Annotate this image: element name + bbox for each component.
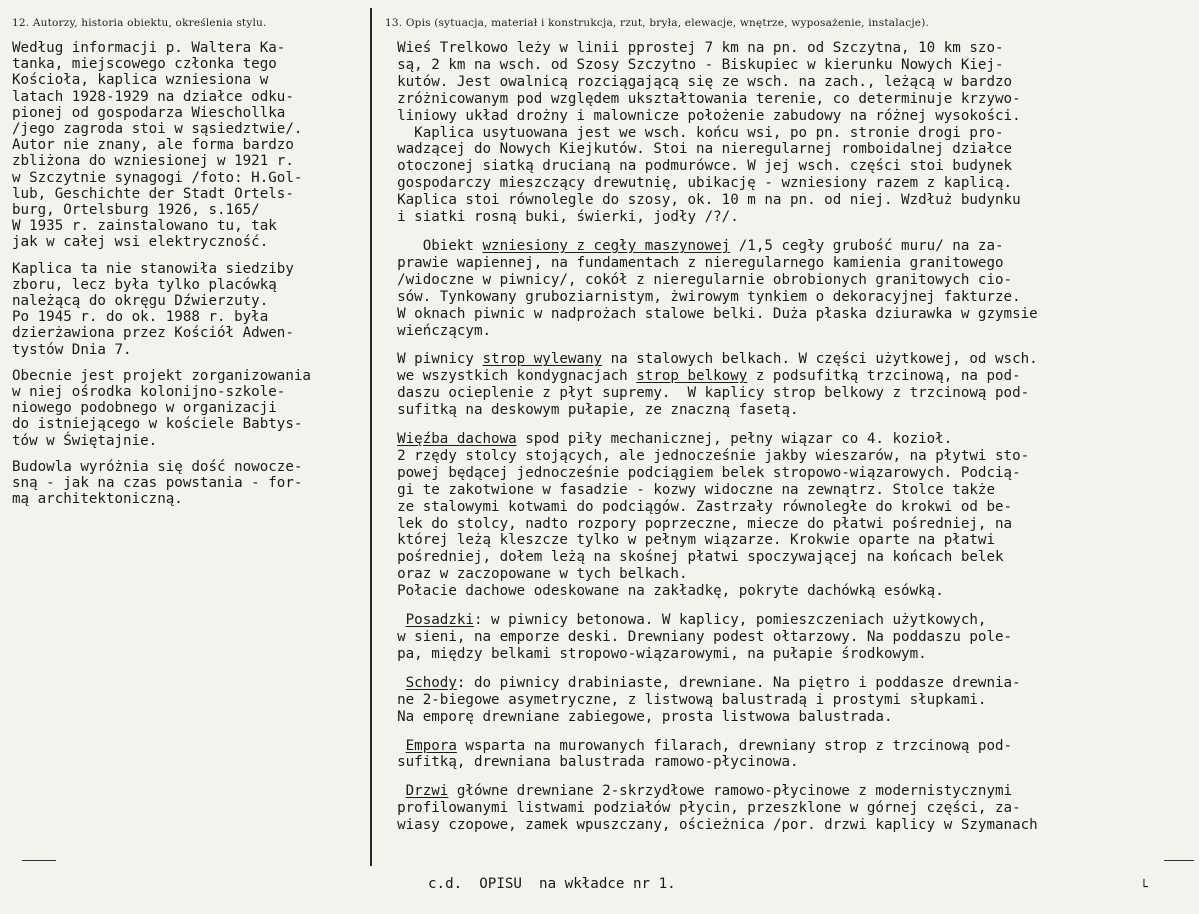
line-text: we wszystkich kondygnacjach [380,368,637,385]
line-text: kutów. Jest owalnicą rozciągającą się ze wsch. na zach., leżącą w bardzo [380,73,1013,90]
text-line [380,108,1195,125]
line-text: wsparta na murowanych filarach, drewniany strop z trzcinową pod- [456,737,1013,754]
line-text: sów. Tynkowany gruboziarnistym, żwirowym tynkiem o dekoracyjnej fakturze. [380,288,1021,305]
line-text [380,675,406,691]
text-line: w niej ośrodka kolonijno-szkole- [12,384,286,401]
line-text: której leżą kleszcze tylko w pełnym wiązarze. Krokwie oparte na płatwi [380,532,995,549]
text-line: Kościoła, kaplica wzniesiona w [12,72,269,89]
line-text: 2 rzędy stolcy stojących, ale jednocześnie jakby wieszarów, na płytwi sto- [380,447,1030,464]
line-text: oraz w zaczopowane w tych belkach. [380,566,688,583]
column-divider [370,8,372,866]
text-line: Według informacji p. Waltera Ka- [12,40,286,56]
line-text: gi te zakotwione w fasadzie - kozwy widoczne na zewnątrz. Stolce także [380,481,995,498]
line-text: spod piły mechanicznej, pełny wiązar co 4. kozioł. [516,431,953,448]
line-text: gospodarczy mieszczący drewutnię, ubikację - wzniesiony razem z kaplicą. [380,175,1013,192]
line-text: wiasy czopowe, zamek wpuszczany, ościeżnica /por. drzwi kaplicy w Szymanach [380,817,1038,834]
line-text: otoczonej siatką drucianą na podmurówce. W jej wsch. części stoi budynek [380,158,1013,175]
line-text: liniowy układ drożny i malownicze położenie zabudowy na różnej wysokości. [380,107,1021,124]
text-line [380,40,1195,57]
line-text: Kaplica usytuowana jest we wsch. końcu wsi, po pn. stronie drogi pro- [380,124,1004,141]
text-line [380,800,1195,817]
text-line: jak w całej wsi elektryczność. [12,234,269,251]
underlined-term: Posadzki [405,612,474,629]
description-paragraph [380,431,1195,600]
text-line [380,431,1195,448]
text-line: Obecnie jest projekt zorganizowania [12,367,311,384]
text-line: W 1935 r. zainstalowano tu, tak [12,218,277,235]
line-text: na stalowych belkach. W części użytkowej, od wsch. [602,351,1038,368]
description-paragraph [380,738,1195,772]
text-line: dzierżawiona przez Kościół Adwen- [12,325,294,342]
history-paragraph [12,40,364,251]
line-text: powej będącej jednocześnie podciągiem belek stropowo-wiązarowych. Podcią- [380,464,1021,481]
text-line [380,125,1195,142]
description-column [380,40,1195,846]
line-text: lek do stolcy, nadto rozpory poprzeczne, miecze do płatwi pośredniej, na [380,515,1013,532]
text-line [380,646,1195,663]
text-line: zbliżona do wzniesionej w 1921 r. [12,153,294,170]
description-paragraph [380,783,1195,834]
line-text: i siatki rosną buki, świerki, jodły /?/. [380,209,739,226]
bottom-rule-left [22,860,56,861]
text-line [380,612,1195,629]
text-line: należącą do okręgu Dźwierzuty. [12,293,269,310]
description-paragraph [380,40,1195,226]
line-text: W piwnicy [380,351,483,368]
text-line [380,238,1195,255]
line-text: ze stalowymi kotwami do podciągów. Zastrzały równoległe do krokwi od be- [380,498,1013,515]
text-line: tystów Dnia 7. [12,341,132,358]
line-text: pośredniej, dołem leżą na skośnej płatwi spoczywającej na końcach belek [380,549,1004,566]
text-line [380,289,1195,306]
text-line: do istniejącego w kościele Babtys- [12,416,303,433]
section-header-12: 12. Autorzy, historia obiektu, określenia stylu. [12,17,267,29]
continuation-note: c.d. OPISU na wkładce nr 1. [428,876,676,892]
line-text: pa, między belkami stropowo-wiązarowymi, na pułapie środkowym. [380,645,927,662]
text-line [380,141,1195,158]
line-text: z podsufitką trzcinową, na pod- [747,368,1021,385]
text-line [380,385,1195,402]
text-line [380,754,1195,771]
line-text: Kaplica stoi równolegle do szosy, ok. 10 m na pn. od niej. Wzdłuż budynku [380,192,1021,209]
text-line: tów w Świętajnie. [12,432,158,449]
description-paragraph [380,238,1195,339]
text-line [380,692,1195,709]
text-line [380,516,1195,533]
line-text: główne drewniane 2-skrzydłowe ramowo-płycinowe z modernistycznymi [448,783,1013,800]
text-line [380,306,1195,323]
line-text: Połacie dachowe odeskowane na zakładkę, pokryte dachówką esówką. [380,583,944,600]
text-line: lub, Geschichte der Stadt Ortels- [12,185,294,202]
text-line [380,738,1195,755]
text-line [380,482,1195,499]
underlined-term: Więźba dachowa [397,431,517,448]
text-line: latach 1928-1929 na działce odku- [12,88,294,105]
text-line [380,583,1195,600]
text-line: tanka, miejscowego członka tego [12,56,277,73]
text-line [380,448,1195,465]
underlined-term: strop wylewany [482,351,603,368]
line-text: sufitką, drewniana balustrada ramowo-płycinowa. [380,754,799,771]
line-text: prawie wapiennej, na fundamentach z nieregularnego kamienia granitowego [380,254,1004,271]
text-line: burg, Ortelsburg 1926, s.165/ [12,202,260,219]
section-header-13: 13. Opis (sytuacja, materiał i konstrukcja, rzut, bryła, elewacje, wnętrze, wyposażenie, instalacje). [385,17,930,29]
line-text [380,783,406,799]
text-line [380,675,1195,692]
line-text [380,738,406,754]
text-line [380,272,1195,289]
underlined-term: Empora [405,737,457,754]
line-text: Obiekt [380,237,483,254]
history-column [12,40,364,517]
history-paragraph [12,459,364,508]
text-line [380,549,1195,566]
line-text: w sieni, na emporze deski. Drewniany podest ołtarzowy. Na poddaszu pole- [380,629,1013,645]
line-text: : do piwnicy drabiniaste, drewniane. Na piętro i poddasze drewnia- [456,674,1021,691]
bottom-rule-right [1164,860,1194,861]
underlined-term: wzniesiony z cegły maszynowej [482,237,731,254]
text-line [380,629,1195,646]
text-line: Autor nie znany, ale forma bardzo [12,137,294,154]
line-text: Wieś Trelkowo leży w linii pprostej 7 km na pn. od Szczytna, 10 km szo- [380,40,1004,56]
text-line [380,532,1195,549]
line-text: wadzącej do Nowych Kiejkutów. Stoi na nieregularnej romboidalnej działce [380,141,1013,158]
line-text: ne 2-biegowe asymetryczne, z listwową balustradą i prostymi słupkami. [380,691,987,708]
text-line [380,91,1195,108]
line-text: W oknach piwnic w nadprożach stalowe belki. Duża płaska dziurawka w gzymsie [380,305,1038,322]
text-line [380,465,1195,482]
line-text: daszu ocieplenie z płyt supremy. W kaplicy strop belkowy z trzcinową pod- [380,385,1030,402]
history-paragraph [12,261,364,358]
line-text: sufitką na deskowym pułapie, ze znaczną fasetą. [380,402,799,419]
text-line [380,351,1195,368]
text-line [380,158,1195,175]
line-text [380,431,397,447]
text-line: /jego zagroda stoi w sąsiedztwie/. [12,121,303,138]
text-line: niowego podobnego w organizacji [12,400,277,417]
text-line: mą architektoniczną. [12,491,183,508]
line-text: /widoczne w piwnicy/, cokół z nieregularnie obrobionych granitowych cio- [380,271,1013,288]
text-line [380,817,1195,834]
line-text: Na emporę drewniane zabiegowe, prosta listwowa balustrada. [380,708,893,725]
text-line [380,368,1195,385]
description-paragraph [380,351,1195,419]
text-line [380,783,1195,800]
text-line [380,566,1195,583]
text-line [380,499,1195,516]
line-text: wieńczącym. [380,322,492,339]
text-line [380,402,1195,419]
text-line: Kaplica ta nie stanowiła siedziby [12,260,294,277]
underlined-term: Drzwi [405,783,449,800]
text-line [380,255,1195,272]
description-paragraph [380,675,1195,726]
text-line [380,709,1195,726]
text-line [380,175,1195,192]
text-line [380,192,1195,209]
text-line [380,323,1195,340]
text-line [380,57,1195,74]
description-paragraph [380,612,1195,663]
line-text [380,612,406,628]
text-line: zboru, lecz była tylko placówką [12,276,277,293]
history-paragraph [12,368,364,449]
line-text: : w piwnicy betonowa. W kaplicy, pomieszczeniach użytkowych, [473,612,987,629]
line-text: profilowanymi listwami podziałów płycin, przeszklone w górnej części, za- [380,800,1021,817]
text-line: w Szczytnie synagogi /foto: H.Gol- [12,169,303,186]
text-line: Budowla wyróżnia się dość nowocze- [12,458,303,475]
corner-mark: └ [1140,880,1148,895]
line-text: zróżnicowanym pod względem ukształtowania terenie, co determinuje krzywo- [380,90,1021,107]
text-line: pionej od gospodarza Wieschollka [12,104,286,121]
underlined-term: Schody [405,674,457,691]
line-text: /1,5 cegły grubość muru/ na za- [730,237,1004,254]
text-line [380,74,1195,91]
line-text: są, 2 km na wsch. od Szosy Szczytno - Biskupiec w kierunku Nowych Kiej- [380,56,1004,73]
underlined-term: strop belkowy [636,368,748,385]
text-line: sną - jak na czas powstania - for- [12,475,303,492]
text-line [380,209,1195,226]
text-line: Po 1945 r. do ok. 1988 r. była [12,309,269,326]
